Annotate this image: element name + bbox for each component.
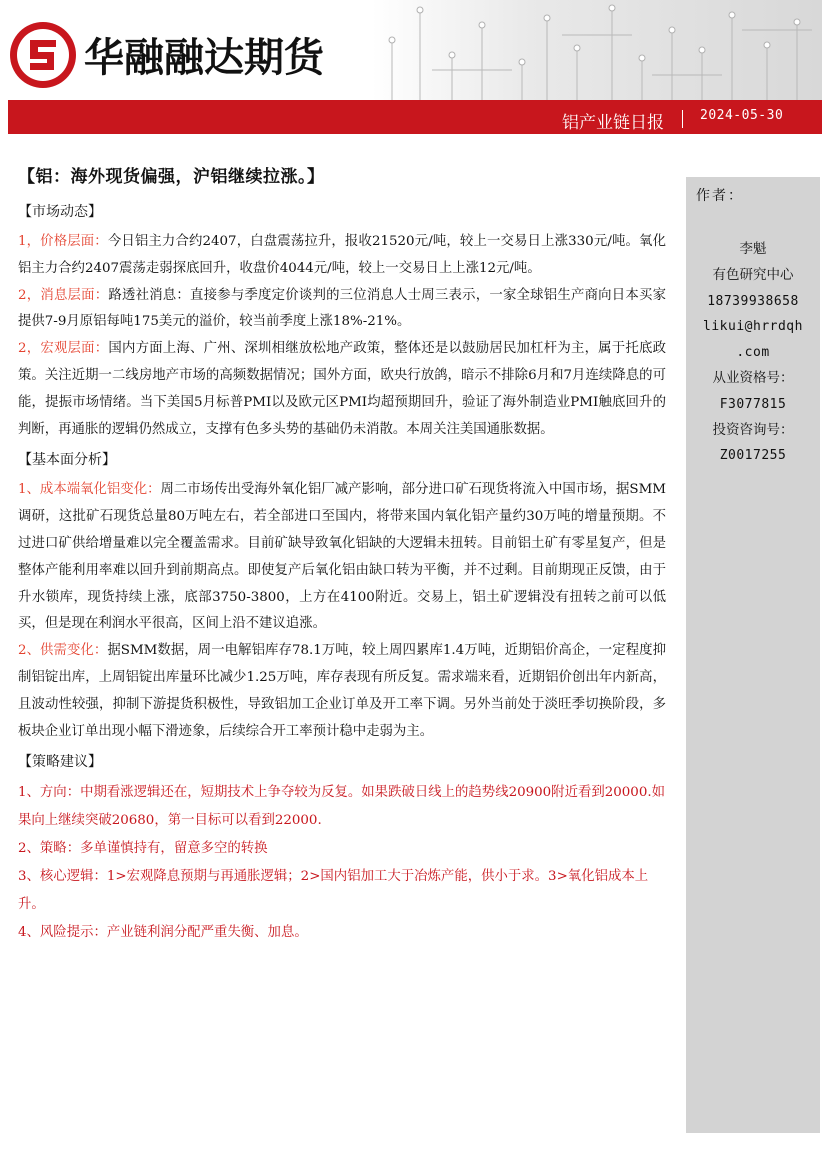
- consult-number: Z0017255: [719, 448, 787, 464]
- author-department: 有色研究中心: [712, 266, 794, 283]
- item-text: 路透社消息：直接参与季度定价谈判的三位消息人士周三表示，一家全球铝生产商向日本买家提供7-9月原铝每吨175美元的溢价，较当前季度上涨18%-21%。: [18, 287, 666, 330]
- item-label: 2，宏观层面：: [18, 341, 109, 357]
- report-title: 铝产业链日报: [562, 113, 664, 133]
- item-text: 周二市场传出受海外氧化铝厂减产影响，部分进口矿石现货将流入中国市场，据SMM调研，这批矿石现货总量80万吨左右，若全部进口至国内，将带来国内氧化铝产量约30万吨的增量预期。不过进口矿供给增量难以完全覆盖需求。目前矿缺导致氧化铝缺的大逻辑未扭转。目前铝土矿有零星复产，但是整体产能利用率难以回升到前期高点。即使复产后氧化铝由缺口转为平衡，并不过剩。目前期现正反馈，由于升水锁库，现货持续上涨，底部3750-3800，上方在4100附近。交易上，铝土矿逻辑没有扭转之前可以低买，但是现在利润水平很高，区间上沿不建议追涨。: [18, 482, 666, 632]
- title-divider: [682, 110, 683, 128]
- header-circuit-pattern: [372, 0, 822, 100]
- market-item-macro: [18, 336, 666, 443]
- qualification-number: F3077815: [719, 396, 787, 412]
- strategy-item-risk: 4、风险提示：产业链利润分配严重失衡、加息。: [18, 925, 308, 941]
- report-body: [18, 162, 666, 947]
- strategy-item-core-logic: 3、核心逻辑：1>宏观降息预期与再通胀逻辑；2>国内铝加工大于冶炼产能，供小于求。3>氧化铝成本上升。: [18, 869, 649, 913]
- company-logo-icon: [8, 20, 78, 90]
- market-item-news: [18, 283, 666, 337]
- item-label: 2，消息层面：: [18, 287, 109, 303]
- market-item-price: [18, 229, 666, 283]
- author-email-line1: likui@hrrdqh: [703, 319, 803, 335]
- author-name: 李魁: [739, 241, 767, 257]
- strategy-item-direction: 1、方向：中期看涨逻辑还在，短期技术上争夺较为反复。如果跌破日线上的趋势线20900附近看到20000.如果向上继续突破20680，第一目标可以看到22000.: [18, 785, 665, 829]
- consult-label: 投资咨询号：: [712, 421, 794, 438]
- author-email-line2: .com: [736, 345, 770, 361]
- item-label: 2、供需变化：: [18, 643, 108, 659]
- item-text: 今日铝主力合约2407，白盘震荡拉升，报收21520元/吨，较上一交易日上涨330元/吨。氧化铝主力合约2407震荡走弱探底回升，收盘价4044元/吨，较上一交易日上上涨12元/吨。: [18, 234, 666, 276]
- section-title-market: 【市场动态】: [18, 204, 102, 220]
- fundamental-item-cost: [18, 477, 666, 638]
- company-name: 华融融达期货: [84, 35, 324, 81]
- fundamental-item-supply-demand: [18, 638, 666, 745]
- strategy-item-approach: 2、策略：多单谨慎持有，留意多空的转换: [18, 841, 268, 857]
- author-phone: 18739938658: [707, 293, 799, 309]
- circuit-lines-graphic: [372, 0, 822, 100]
- author-sidebar: [686, 177, 820, 1133]
- item-label: 1、成本端氧化铝变化：: [18, 482, 161, 498]
- qualification-label: 从业资格号：: [712, 369, 794, 386]
- item-label: 1，价格层面：: [18, 234, 108, 249]
- item-text: 国内方面上海、广州、深圳相继放松地产政策，整体还是以鼓励居民加杠杆为主，属于托底政策。关注近期一二线房地产市场的高频数据情况；国外方面，欧央行放鸽，暗示不排除6月和7月连续降息的可能，提振市场情绪。当下美国5月标普PMI以及欧元区PMI均超预期回升，验证了海外制造业PMI触底回升的判断，再通胀的逻辑仍然成立，支撑有色多头势的基础仍未消散。本周关注美国通胀数据。: [18, 341, 666, 437]
- author-label: 作者：: [696, 188, 744, 204]
- item-text: 据SMM数据，周一电解铝库存78.1万吨，较上周四累库1.4万吨，近期铝价高企，一定程度抑制铝锭出库，上周铝锭出库量环比减少1.25万吨，库存表现有所反复。需求端来看，近期铝价创出年内新高，且波动性较强，抑制下游提货积极性，导致铝加工企业订单及开工率下调。另外当前处于淡旺季切换阶段，多板块企业订单出现小幅下滑迹象，后续综合开工率预计稳中走弱为主。: [18, 643, 666, 739]
- author-info: [686, 237, 820, 469]
- section-title-fundamental: 【基本面分析】: [18, 452, 116, 469]
- report-date: 2024-05-30: [700, 108, 784, 123]
- report-headline: 【铝：海外现货偏强，沪铝继续拉涨。】: [18, 167, 325, 187]
- section-title-strategy: 【策略建议】: [18, 754, 102, 771]
